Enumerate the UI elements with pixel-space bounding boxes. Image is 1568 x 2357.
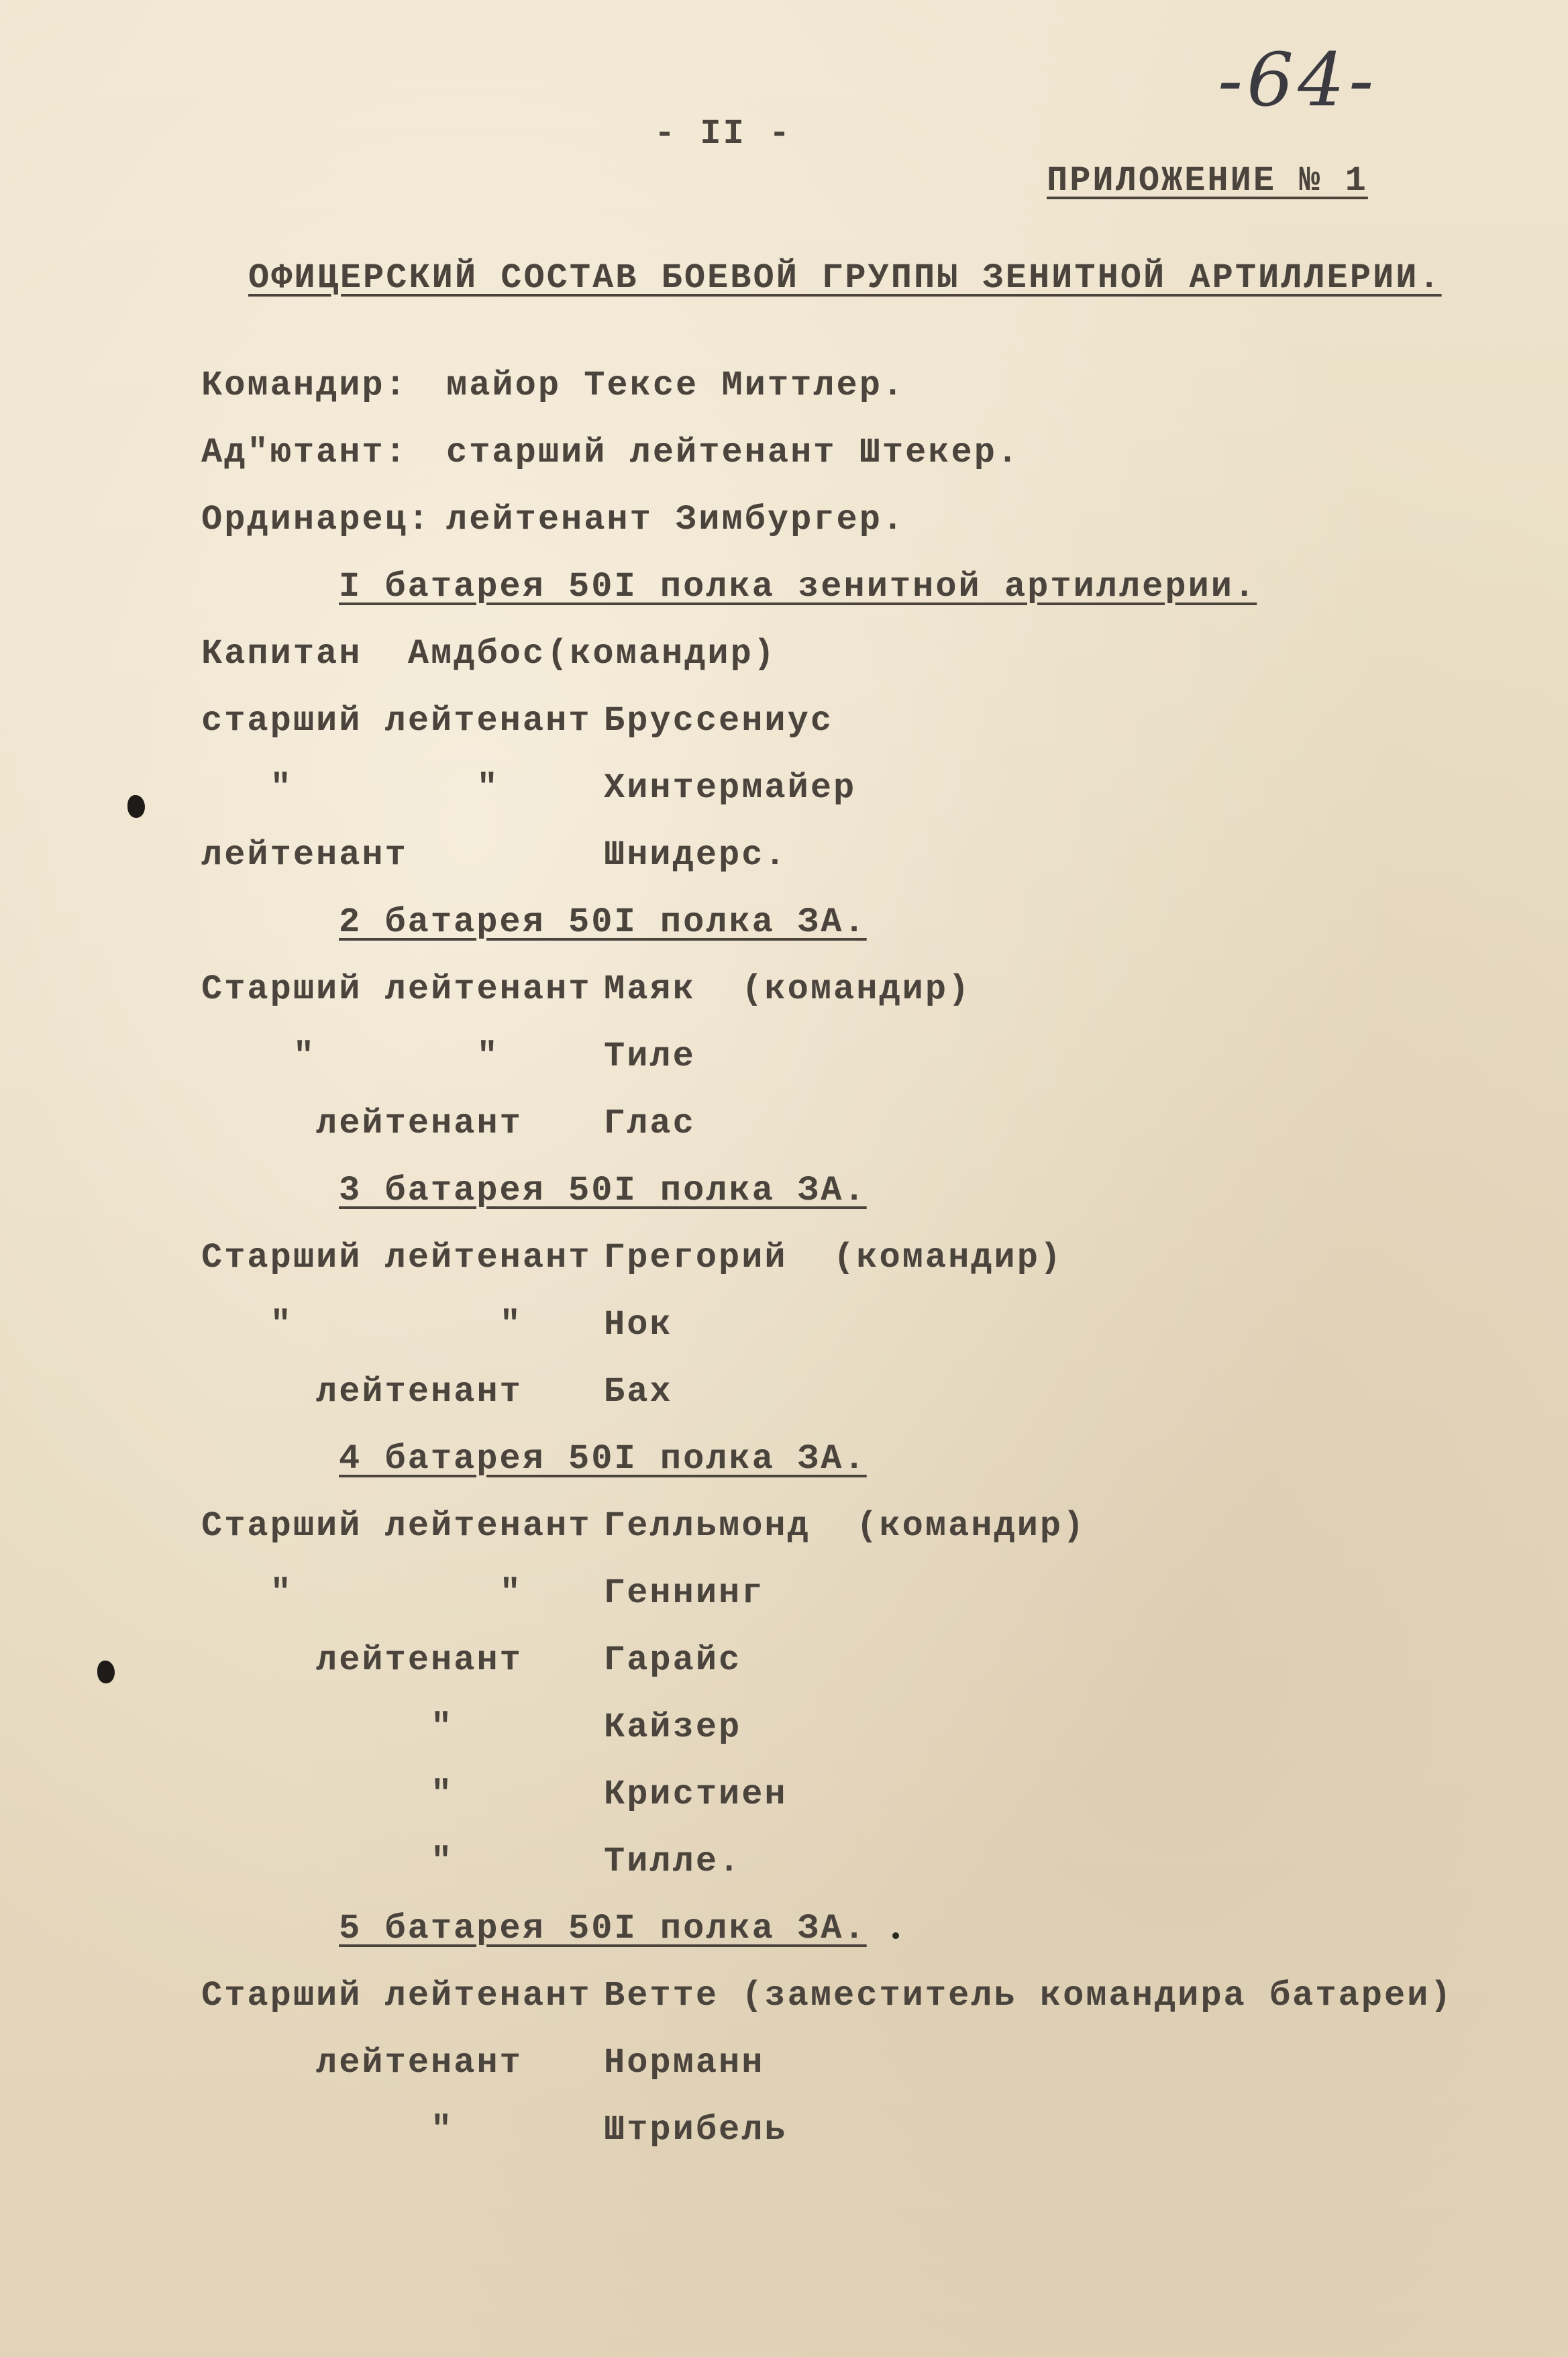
battery-3-rank-3: лейтенант <box>201 1372 523 1412</box>
battery-4-rank-6: " <box>201 1842 454 1881</box>
handwritten-folio-number: -64- <box>1218 37 1378 123</box>
battery-1-rank-1: Капитан Амдбос <box>201 634 546 674</box>
battery-5-name-3: Штрибель <box>604 2110 788 2150</box>
battery-5-name-2: Норманн <box>604 2043 765 2083</box>
battery-2-name-2: Тиле <box>604 1037 696 1076</box>
page-number: - II - <box>654 114 792 154</box>
battery-4-name-4: Кайзер <box>604 1708 742 1747</box>
battery-2-rank-1: Старший лейтенант <box>201 970 592 1009</box>
battery-5-rank-3: " <box>201 2110 454 2150</box>
battery-4-rank-3: лейтенант <box>201 1640 523 1680</box>
battery-5-rank-1: Старший лейтенант <box>201 1976 592 2015</box>
battery-1-rank-4: лейтенант <box>201 835 408 875</box>
battery-2-rank-3: лейтенант <box>201 1104 523 1143</box>
battery-1-name-2: Бруссениус <box>604 701 834 741</box>
document-title: ОФИЦЕРСКИЙ СОСТАВ БОЕВОЙ ГРУППЫ ЗЕНИТНОЙ АРТИЛЛЕРИИ. <box>248 258 1442 298</box>
battery-4-name-5: Кристиен <box>604 1775 788 1814</box>
battery-5-heading: 5 батарея 50I полка ЗА. <box>339 1909 867 1948</box>
battery-5-rank-2: лейтенант <box>201 2043 523 2083</box>
staff-role-orderly: Ординарец: <box>201 500 431 539</box>
battery-4-rank-2: " " <box>201 1573 523 1613</box>
battery-5-name-1: Ветте (заместитель командира батареи) <box>604 1976 1453 2015</box>
battery-3-rank-2: " " <box>201 1305 523 1345</box>
battery-4-name-6: Тилле. <box>604 1842 742 1881</box>
battery-2-name-1: Маяк (командир) <box>604 970 972 1009</box>
battery-4-name-1: Гелльмонд (командир) <box>604 1506 1086 1546</box>
battery-4-rank-5: " <box>201 1775 454 1814</box>
battery-3-rank-1: Старший лейтенант <box>201 1238 592 1277</box>
battery-4-name-3: Гарайс <box>604 1640 742 1680</box>
battery-3-name-2: Нок <box>604 1305 673 1345</box>
battery-3-heading: 3 батарея 50I полка ЗА. <box>339 1171 867 1210</box>
staff-role-commander: Командир: <box>201 366 408 405</box>
battery-1-name-4: Шнидерс. <box>604 835 788 875</box>
battery-1-name-3: Хинтермайер <box>604 768 857 808</box>
ink-speck <box>892 1932 899 1939</box>
battery-3-name-3: Бах <box>604 1372 673 1412</box>
battery-1-name-1: (командир) <box>547 634 777 674</box>
punch-hole-lower <box>97 1661 115 1683</box>
battery-4-heading: 4 батарея 50I полка ЗА. <box>339 1439 867 1479</box>
battery-4-rank-1: Старший лейтенант <box>201 1506 592 1546</box>
battery-1-rank-3: " " <box>201 768 500 808</box>
battery-2-rank-2: " " <box>201 1037 500 1076</box>
staff-role-adjutant: Ад"ютант: <box>201 433 408 472</box>
battery-4-name-2: Геннинг <box>604 1573 765 1613</box>
staff-name-orderly: лейтенант Зимбургер. <box>446 500 906 539</box>
appendix-label: ПРИЛОЖЕНИЕ № 1 <box>1047 161 1368 201</box>
battery-1-heading: I батарея 50I полка зенитной артиллерии. <box>339 567 1257 607</box>
battery-3-name-1: Грегорий (командир) <box>604 1238 1063 1277</box>
battery-2-name-3: Глас <box>604 1104 696 1143</box>
staff-name-adjutant: старший лейтенант Штекер. <box>446 433 1021 472</box>
punch-hole-upper <box>127 795 145 818</box>
battery-2-heading: 2 батарея 50I полка ЗА. <box>339 902 867 942</box>
battery-1-rank-2: старший лейтенант <box>201 701 592 741</box>
battery-4-rank-4: " <box>201 1708 454 1747</box>
staff-name-commander: майор Тексе Миттлер. <box>446 366 906 405</box>
